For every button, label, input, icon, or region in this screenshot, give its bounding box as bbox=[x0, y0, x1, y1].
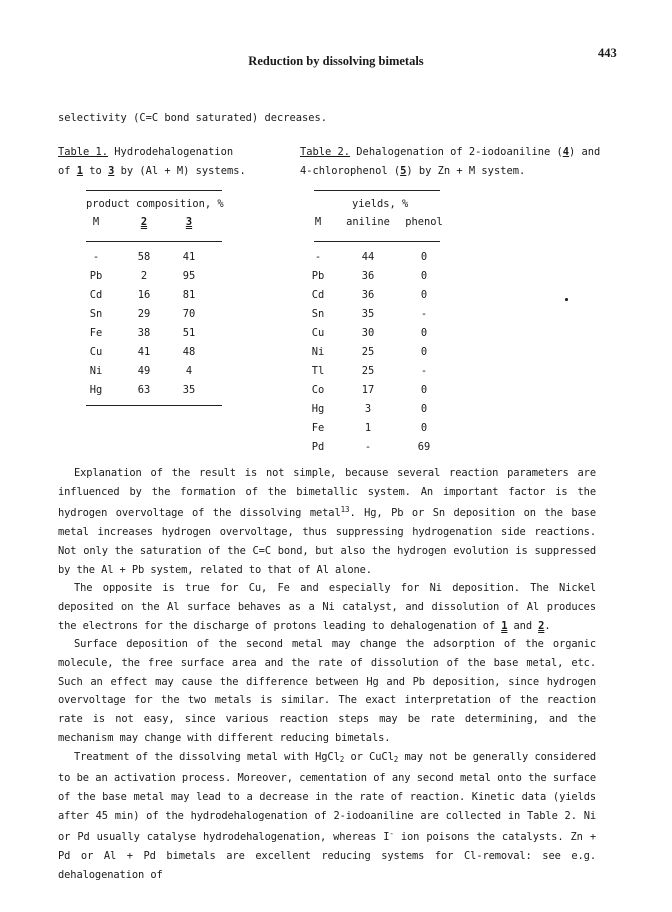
table2-cell-aniline: 36 bbox=[361, 289, 375, 301]
table2-cell-m: Fe bbox=[311, 422, 325, 434]
table2-cell-aniline: 25 bbox=[361, 346, 375, 358]
table1-cell-m: Fe bbox=[89, 327, 103, 339]
table2-label: Table 2. bbox=[300, 146, 351, 158]
paragraph: Surface deposition of the second metal may change the adsorption of the organic molecule, the free surface area and the rate of dissolution of the base metal, etc. Such an effect may cause the difference between Hg and Pb deposition, since hydrogen overvoltage for the two metals is similar. The exact interpretation of the reaction rate is not easy, since various reaction steps may be rate determining, and the mechanism may change with different reducing bimetals. bbox=[58, 638, 596, 744]
table2-cell-aniline: 36 bbox=[361, 270, 375, 282]
table1-cell-c2: 49 bbox=[137, 365, 151, 377]
table2-cell-aniline: 3 bbox=[364, 403, 372, 415]
table1-bottom-rule bbox=[86, 405, 222, 406]
table2-cell-m: Cd bbox=[311, 289, 325, 301]
table1-cell-c2: 58 bbox=[137, 251, 151, 263]
compound-ref: 4 bbox=[562, 146, 570, 158]
table2-cell-phenol: 0 bbox=[420, 251, 428, 263]
table1-label: Table 1. bbox=[58, 146, 109, 158]
table2-cell-phenol: 0 bbox=[420, 422, 428, 434]
compound-ref: 1 bbox=[501, 619, 508, 632]
table1-cell-c3: 4 bbox=[185, 365, 193, 377]
table1-cell-c3: 95 bbox=[182, 270, 196, 282]
table2-cell-m: Hg bbox=[311, 403, 325, 415]
table1-cell-c3: 70 bbox=[182, 308, 196, 320]
compound-ref: 1 bbox=[76, 165, 84, 177]
paragraph: Treatment of the dissolving metal with HgCl$_2$ or CuCl$_2$ may not be generally considered to be an activation process. Moreover, cementation of any second metal onto the surface of the base metal may lead to a decrease in the rate of reaction. Kinetic data (yields after 45 min) of the hydrodehalogenation of 2-iodoaniline are collected in Table 2. Ni or Pd usually catalyse hydrodehalogenation, whereas I- ion poisons the catalysts. Zn + Pd or Al + Pd bimetals are excellent reducing systems for Cl-removal: see e.g. dehalogenation of bbox=[58, 750, 597, 881]
table2-cell-m: Pd bbox=[311, 441, 325, 453]
table2-cell-phenol: 0 bbox=[420, 327, 428, 339]
table2-cell-m: Tl bbox=[311, 365, 325, 377]
table2-cell-aniline: 44 bbox=[361, 251, 375, 263]
table1-cell-c2: 16 bbox=[137, 289, 151, 301]
compound-ref: 3 bbox=[108, 165, 115, 177]
table2-cell-phenol: - bbox=[420, 308, 428, 320]
table1-cell-m: Ni bbox=[89, 365, 103, 377]
table1-col-2: 2 bbox=[140, 216, 148, 228]
table1-cell-c3: 81 bbox=[182, 289, 196, 301]
table2-cell-aniline: 30 bbox=[361, 327, 375, 339]
table2-caption: Table 2. Dehalogenation of 2-iodoaniline (4) and 4-chlorophenol (5) by Zn + M system. bbox=[300, 146, 601, 177]
table2-mid-rule bbox=[314, 241, 440, 242]
compound-ref: 5 bbox=[400, 165, 407, 177]
paragraph: Explanation of the result is not simple, because several reaction parameters are influenced by the formation of the bimetallic system. An important factor is the hydrogen overvoltage of the dissolving metal$^{13}$. Hg, Pb or Sn deposition on the base metal increases hydrogen overvoltage, thus suppressing hydrogenation side reactions. Not only the saturation of the C=C bond, but also the hydrogen evolution is suppressed by the Al + Pb system, related to that of Al alone. bbox=[58, 467, 596, 576]
paragraph: The opposite is true for Cu, Fe and especially for Ni deposition. The Nickel deposited on the Al surface behaves as a Ni catalyst, and dissolution of Al produces the electrons for the discharge of protons leading to dehalogenation of 1 and 2. bbox=[58, 582, 596, 632]
table1-cell-c2: 2 bbox=[140, 270, 148, 282]
table1-cell-m: Cd bbox=[89, 289, 103, 301]
table1-cell-m: Cu bbox=[89, 346, 103, 358]
table1-caption: Table 1. Hydrodehalogenation of 1 to 3 by (Al + M) systems. bbox=[58, 146, 246, 177]
table2-cell-m: Pb bbox=[311, 270, 325, 282]
table2-cell-aniline: - bbox=[364, 441, 372, 453]
table1-cell-m: Hg bbox=[89, 384, 103, 396]
table2-cell-phenol: 0 bbox=[420, 346, 428, 358]
table2-group-header: yields, % bbox=[352, 198, 409, 210]
table1-cell-c2: 63 bbox=[137, 384, 151, 396]
table1-cell-c3: 41 bbox=[182, 251, 196, 263]
table1-group-header: product composition, % bbox=[86, 198, 224, 210]
page-number: 443 bbox=[598, 46, 617, 60]
table2-cell-m: Cu bbox=[311, 327, 325, 339]
table1-cell-c2: 41 bbox=[137, 346, 151, 358]
table2-cell-aniline: 17 bbox=[361, 384, 375, 396]
table1-col-3: 3 bbox=[185, 216, 193, 228]
table2-cell-phenol: 0 bbox=[420, 403, 428, 415]
compound-ref: 2 bbox=[538, 619, 545, 632]
table2-top-rule bbox=[314, 190, 440, 191]
table2-cell-phenol: 69 bbox=[417, 441, 431, 453]
table1-top-rule bbox=[86, 190, 222, 191]
table1-col-m: M bbox=[92, 216, 100, 228]
table1-cell-m: Sn bbox=[89, 308, 103, 320]
stray-mark bbox=[565, 298, 568, 301]
table1-cell-c3: 48 bbox=[182, 346, 196, 358]
table2-cell-aniline: 25 bbox=[361, 365, 375, 377]
table2-cell-aniline: 35 bbox=[361, 308, 375, 320]
reference-superscript: 13 bbox=[340, 505, 350, 515]
table1-cell-m: - bbox=[92, 251, 100, 263]
table2-cell-phenol: - bbox=[420, 365, 428, 377]
table2-cell-m: Sn bbox=[311, 308, 325, 320]
table2-col-m: M bbox=[314, 216, 322, 228]
table2-col-aniline: aniline bbox=[346, 216, 390, 228]
table1-cell-c2: 29 bbox=[137, 308, 151, 320]
table1-cell-c3: 51 bbox=[182, 327, 196, 339]
table2-cell-phenol: 0 bbox=[420, 289, 428, 301]
table2-cell-m: Ni bbox=[311, 346, 325, 358]
table2-cell-aniline: 1 bbox=[364, 422, 372, 434]
table1-cell-c2: 38 bbox=[137, 327, 151, 339]
table2-cell-m: - bbox=[314, 251, 322, 263]
table2-cell-phenol: 0 bbox=[420, 384, 428, 396]
table1-cell-c3: 35 bbox=[182, 384, 196, 396]
table2-cell-phenol: 0 bbox=[420, 270, 428, 282]
table2-col-phenol: phenol bbox=[405, 216, 443, 228]
table1-mid-rule bbox=[86, 241, 222, 242]
intro-line: selectivity (C=C bond saturated) decreases. bbox=[58, 112, 327, 124]
table1-cell-m: Pb bbox=[89, 270, 103, 282]
body-text bbox=[58, 464, 596, 884]
table2-cell-m: Co bbox=[311, 384, 325, 396]
running-header: Reduction by dissolving bimetals bbox=[248, 54, 424, 68]
